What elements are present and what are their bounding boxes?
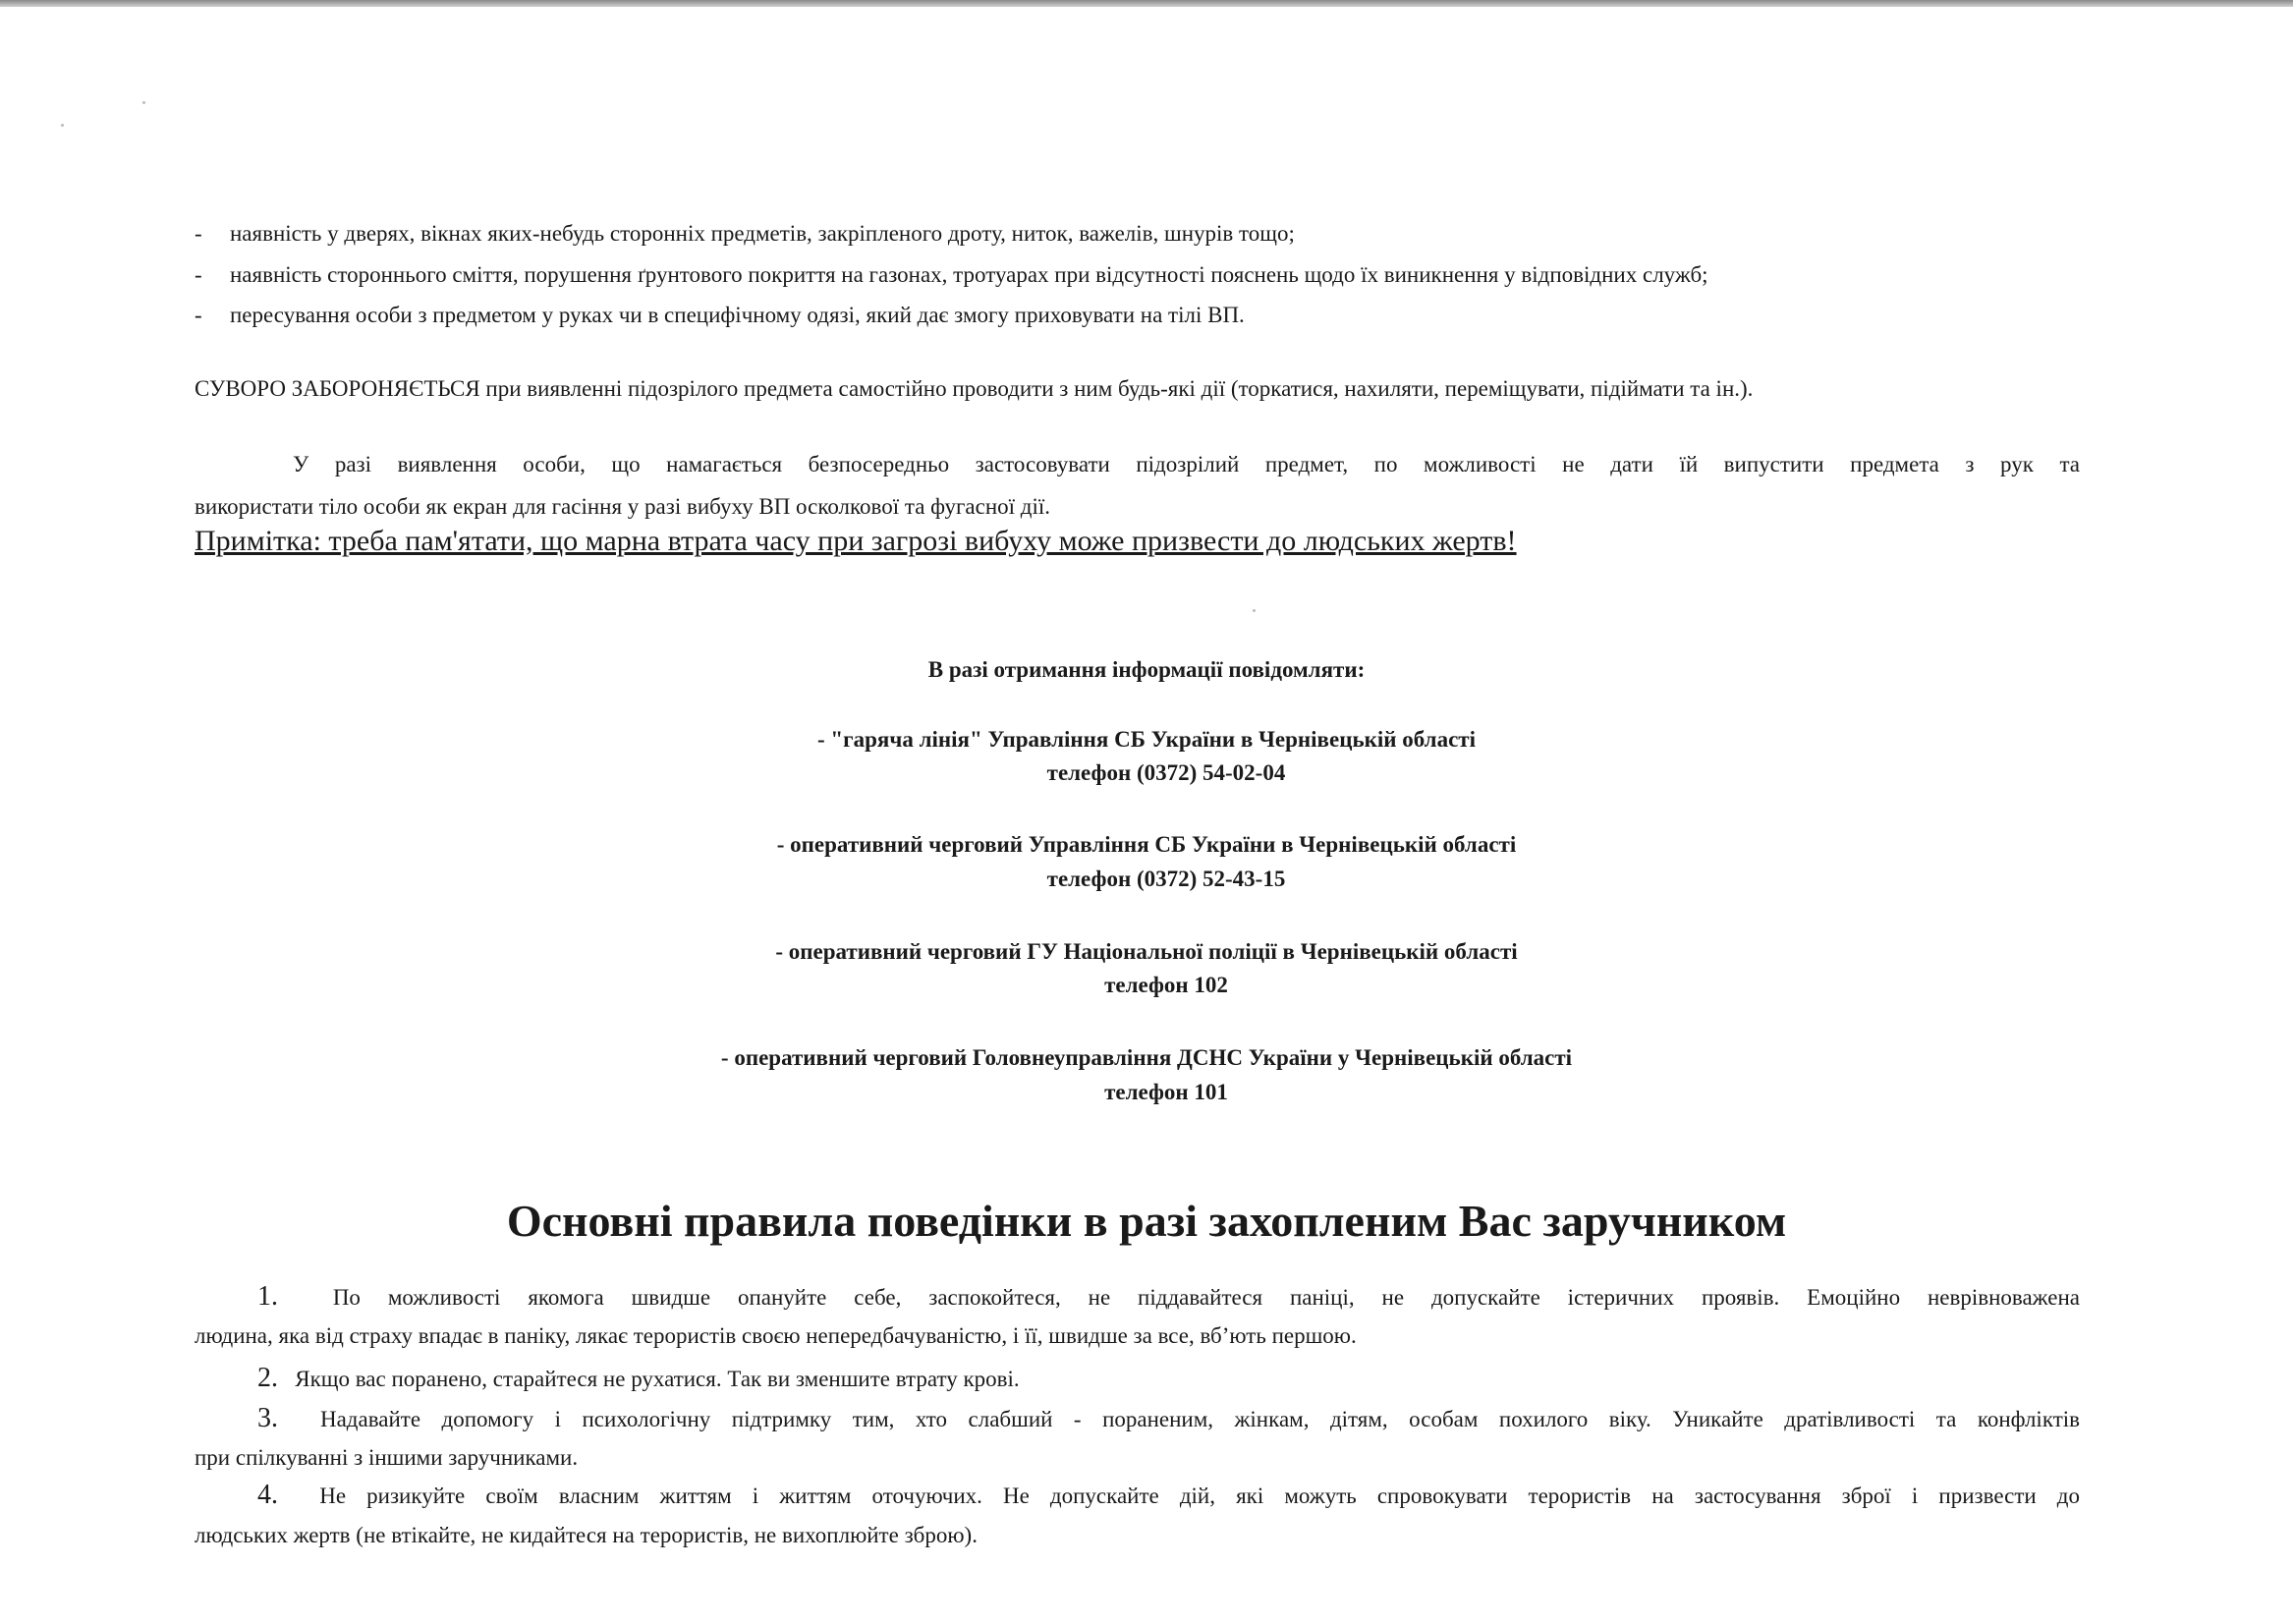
rule-line: [257, 1365, 1020, 1392]
rule-line: людина, яка від страху впадає в паніку, лякає терористів своєю непередбачуваністю, і її, швидше за все, вб’ють першою.: [195, 1323, 1357, 1348]
bullet-marker: -: [195, 221, 202, 246]
scan-speck: [1253, 609, 1256, 612]
contact-phone: телефон (0372) 52-43-15: [1046, 867, 1286, 891]
bullet-item: [195, 222, 1295, 245]
rule-line: людських жертв (не втікайте, не кидайтеся на терористів, не вихоплюйте зброю).: [195, 1523, 978, 1547]
rule-number: 4.: [257, 1480, 278, 1510]
rule-line: [257, 1283, 2080, 1311]
contact-name: - оперативний черговий ГУ Національної поліції в Чернівецькій області: [775, 939, 1518, 964]
bullet-text: пересування особи з предметом у руках чи в специфічному одязі, який дає змогу приховувати на тілі ВП.: [230, 303, 1245, 327]
contact-phone: телефон (0372) 54-02-04: [1046, 760, 1286, 785]
scan-speck: [61, 124, 64, 127]
paragraph-line: У разі виявлення особи, що намагається безпосередньо застосовувати підозрілий предмет, по можливості не дати їй випустити предмета з рук та: [293, 452, 2080, 476]
rule-text: Надавайте допомогу і психологічну підтримку тим, хто слабший - пораненим, жінкам, дітям, особам похилого віку. Уникайте дратівливості та конфліктів: [319, 1407, 2080, 1431]
bullet-marker: -: [195, 303, 202, 327]
bullet-text: наявність у дверях, вікнах яких-небудь сторонніх предметів, закріпленого дроту, ниток, важелів, шнурів тощо;: [230, 221, 1295, 246]
contact-phone: телефон 101: [1104, 1080, 1228, 1104]
warning-text: СУВОРО ЗАБОРОНЯЄТЬСЯ при виявленні підозрілого предмета самостійно проводити з ним будь-які дії (торкатися, нахиляти, переміщувати, підіймати та ін.).: [195, 376, 1754, 401]
bullet-text: наявність стороннього сміття, порушення ґрунтового покриття на газонах, тротуарах при відсутності пояснень щодо їх виникнення у відповідних служб;: [230, 262, 1708, 287]
rule-line: при спілкуванні з іншими заручниками.: [195, 1445, 579, 1470]
rule-number: 1.: [257, 1281, 278, 1312]
contacts-title: В разі отримання інформації повідомляти:: [927, 657, 1366, 682]
bullet-item: [195, 263, 1708, 286]
contact-name: - "гаряча лінія" Управління СБ України в Чернівецькій області: [817, 727, 1476, 752]
contact-name: - оперативний черговий Управління СБ України в Чернівецькій області: [776, 832, 1517, 857]
contact-phone: телефон 102: [1104, 973, 1228, 997]
contact-name: - оперативний черговий Головнеуправління ДСНС України у Чернівецькій області: [720, 1045, 1573, 1070]
note-text: Примітка: треба пам'ятати, що марна втрата часу при загрозі вибуху може призвести до людських жертв!: [195, 525, 1517, 557]
bullet-marker: -: [195, 262, 202, 287]
bullet-item: [195, 304, 1245, 326]
rule-text: По можливості якомога швидше опануйте себе, заспокойтеся, не піддавайтеся паніці, не допускайте істеричних проявів. Емоційно неврівноважена: [332, 1285, 2080, 1310]
scan-speck: [142, 101, 145, 104]
scan-edge: [0, 0, 2293, 7]
rule-text: Якщо вас поранено, старайтеся не рухатися. Так ви зменшите втрату крові.: [295, 1367, 1020, 1391]
section-heading: Основні правила поведінки в разі захопленим Вас заручником: [506, 1196, 1787, 1246]
rule-line: [257, 1405, 2080, 1432]
rule-text: Не ризикуйте своїм власним життям і життям оточуючих. Не допускайте дій, які можуть спровокувати терористів на застосування зброї і призвести до: [319, 1484, 2081, 1508]
paragraph-line: використати тіло особи як екран для гасіння у разі вибуху ВП осколкової та фугасної дії.: [195, 494, 1051, 519]
rule-line: [257, 1482, 2080, 1509]
rule-number: 2.: [257, 1363, 278, 1393]
rule-number: 3.: [257, 1403, 278, 1433]
